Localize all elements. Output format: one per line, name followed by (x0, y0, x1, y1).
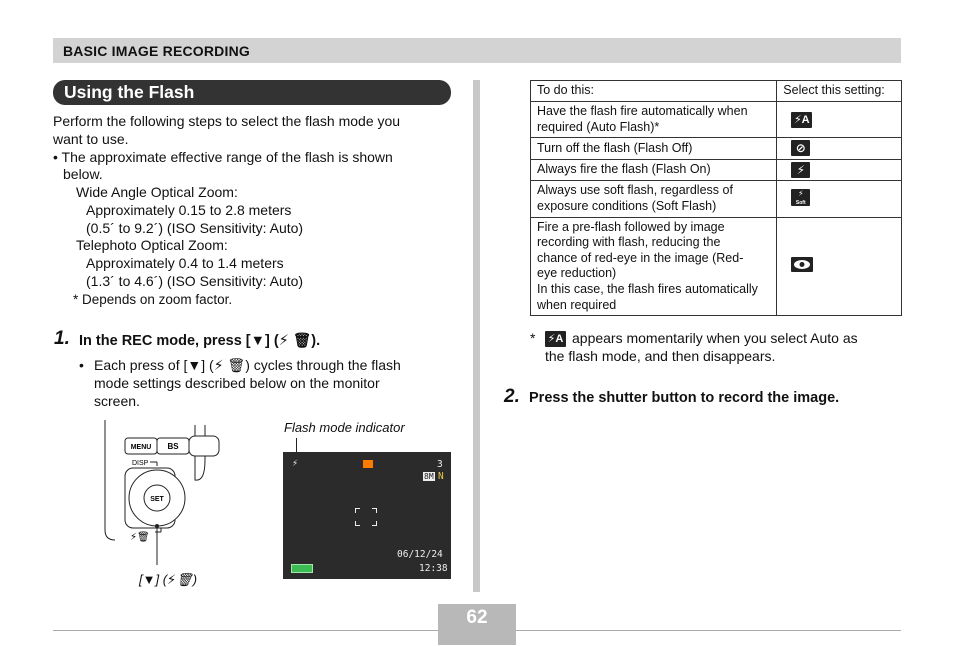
step-2-number: 2. (504, 386, 520, 407)
row-5-line-5: In this case, the flash fires automatically (537, 281, 758, 296)
step-1-bullet-line-2: mode settings described below on the monitor (94, 375, 380, 391)
table-cell-desc: Always fire the flash (Flash On) (531, 159, 777, 181)
table-cell-icon (777, 181, 902, 217)
auto-note-line-1: appears momentarily when you select Auto as (572, 330, 858, 346)
intro-line-1: Perform the following steps to select the flash mode you (53, 113, 401, 129)
trash-icon: 🗑 (227, 357, 246, 373)
table-cell-icon (777, 102, 902, 138)
table-cell-icon (777, 138, 902, 160)
heading-pill (53, 80, 451, 105)
table-cell-desc: Turn off the flash (Flash Off) (531, 138, 777, 160)
step-1-text-after: ). (311, 333, 321, 349)
table-header-row (531, 81, 902, 102)
soft-label: Soft (795, 200, 806, 207)
flash-soft-icon (791, 189, 810, 206)
footnote-mark: * (73, 292, 79, 307)
section-header-bar (53, 38, 901, 63)
table-header-todo: To do this: (531, 81, 777, 102)
step-1-bullet-marker: • (79, 357, 84, 373)
table-row (531, 102, 902, 138)
lcd-time: 12:38 (419, 563, 448, 574)
table-cell-desc (531, 181, 777, 217)
lcd-quality: N (438, 471, 444, 482)
page-number-box (438, 604, 516, 631)
down-button-caption (139, 572, 197, 588)
tele-zoom-label: Telephoto Optical Zoom: (76, 237, 228, 253)
step-1-text (79, 332, 320, 349)
table-row (531, 181, 902, 217)
red-eye-icon (791, 257, 813, 272)
battery-icon (291, 564, 313, 573)
flash-trash-mark: ⚡🗑 (130, 532, 150, 543)
wide-zoom-range: Approximately 0.15 to 2.8 meters (86, 202, 292, 218)
step-1-text-before: In the REC mode, press [▼] ( (79, 333, 279, 349)
flash-bolt-icon: ⚡ (167, 572, 177, 587)
flash-on-icon: ⚡ (791, 162, 810, 178)
page-heading: Using the Flash (64, 82, 195, 102)
lcd-shot-count: 3 (437, 459, 443, 470)
table-row (531, 138, 902, 160)
step-1-bullet-line-1 (94, 357, 401, 375)
lcd-record-icon (363, 460, 373, 468)
trash-icon: 🗑 (292, 333, 312, 349)
step-1-bullet-after: ) cycles through the flash (245, 357, 401, 373)
step-1-number: 1. (54, 328, 70, 349)
flash-indicator-caption: Flash mode indicator (284, 420, 405, 435)
row-4-line-2: exposure conditions (Soft Flash) (537, 198, 717, 213)
row-5-line-1: Fire a pre-flash followed by image (537, 219, 725, 234)
tele-zoom-range: Approximately 0.4 to 1.4 meters (86, 255, 284, 271)
column-divider (473, 80, 480, 592)
flash-auto-icon: ⚡A (545, 331, 566, 347)
button-caption-before: [▼] ( (139, 572, 168, 587)
step-1-bullet-before: Each press of [▼] ( (94, 357, 214, 373)
lcd-monitor (283, 452, 451, 579)
flash-bolt-icon: ⚡ (278, 333, 289, 349)
lcd-flash-icon: ⚡ (292, 458, 299, 469)
footnote-text: Depends on zoom factor. (82, 292, 233, 307)
bs-label: BS (167, 442, 179, 451)
soft-bolt: ⚡ (797, 189, 804, 199)
row-1-line-2: required (Auto Flash)* (537, 119, 660, 134)
bullet-line-2: below. (63, 166, 103, 182)
lcd-focus-frame (355, 508, 377, 526)
auto-note-line-2: the flash mode, and then disappears. (545, 348, 776, 364)
flash-off-icon: ⊘ (791, 140, 810, 156)
page-number: 62 (466, 607, 488, 628)
flash-auto-icon: ⚡A (791, 112, 812, 128)
step-1-bullet-line-3: screen. (94, 393, 140, 409)
row-4-line-1: Always use soft flash, regardless of (537, 183, 733, 198)
wide-zoom-range-ft: (0.5´ to 9.2´) (ISO Sensitivity: Auto) (86, 220, 304, 236)
trash-icon: 🗑 (176, 572, 193, 587)
bullet-line-1: • The approximate effective range of the flash is shown (53, 149, 393, 165)
flash-bolt-icon: ⚡ (213, 357, 224, 373)
table-row (531, 217, 902, 316)
section-title: BASIC IMAGE RECORDING (63, 43, 250, 59)
auto-note-mark: * (530, 330, 536, 346)
row-5-line-2: recording with flash, reducing the (537, 235, 721, 250)
step-2-text: Press the shutter button to record the image. (529, 390, 840, 406)
table-cell-desc (531, 102, 777, 138)
footnote (73, 291, 232, 309)
table-cell-icon (777, 217, 902, 316)
camera-back-illustration (95, 420, 225, 570)
wide-zoom-label: Wide Angle Optical Zoom: (76, 184, 238, 200)
table-row (531, 159, 902, 181)
lcd-size: 8M (424, 472, 434, 481)
row-5-line-6: when required (537, 297, 617, 312)
page-number-tab (438, 631, 516, 645)
row-1-line-1: Have the flash fire automatically when (537, 104, 748, 118)
table-header-setting: Select this setting: (777, 81, 902, 102)
row-5-line-3: chance of red-eye in the image (Red- (537, 250, 744, 265)
set-label: SET (150, 496, 164, 503)
intro-line-2: want to use. (53, 131, 129, 147)
menu-label: MENU (130, 444, 152, 451)
lcd-date: 06/12/24 (397, 549, 443, 560)
table-cell-icon (777, 159, 902, 181)
tele-zoom-range-ft: (1.3´ to 4.6´) (ISO Sensitivity: Auto) (86, 273, 304, 289)
table-cell-desc (531, 217, 777, 316)
disp-label: DISP (132, 460, 149, 467)
button-caption-after: ) (192, 572, 198, 587)
row-5-line-4: eye reduction) (537, 266, 617, 281)
flash-settings-table (530, 80, 902, 316)
